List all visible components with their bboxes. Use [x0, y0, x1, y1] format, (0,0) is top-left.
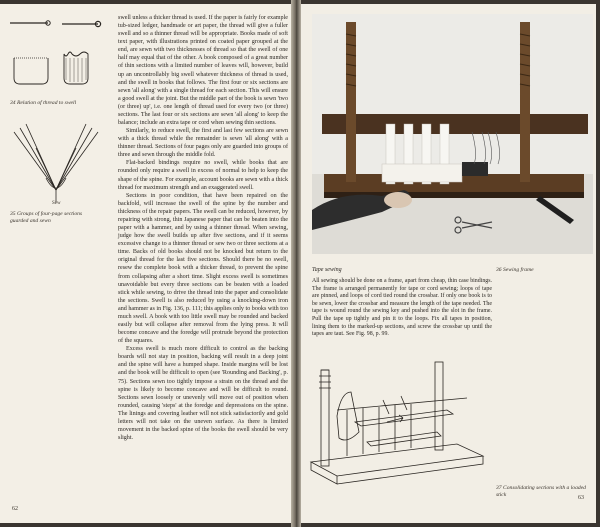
fig35-guarded-sections-diagram — [6, 118, 106, 208]
paragraph: swell unless a thicker thread is used. If the paper is fairly for example tub-sized ledger, handmade or art paper, the thread will give a fuller swell and so a thinner thread will be appropriate. Books made of soft text paper, with illustrations printed on coated paper grouped at the end, are sewn with two thicknesses of thread so that the swell of one half may equal that of the other. A book composed of a great number of thin sections with a limited number of leaves will, however, build up an uncontrollably big swell whatever thickness of thread is used, and the swell in books that follows. The first four or six sections are sewn 'all along' with a single thread for each section. This will ensure a good swell at the joint. But the middle part of the book is sewn 'two (or three) up', i.e. one length of thread used for every two (or three) sections. The last four or six sections are sewn 'all along' to keep the balance; include an extra tape or cord when sewing thin sections. — [118, 15, 288, 127]
section-title-tape-sewing: Tape sewing — [312, 267, 342, 273]
fig35-sew-label: Sew — [52, 201, 61, 206]
right-body-text: All sewing should be done on a frame, apart from cheap, thin case bindings. The frame is arranged permanently for tape or cord sewing; loops of tape are pinned, and loops of cord tied round the crossbar. If only one book is to be sewn, lower the crossbar and measure the length of the tape needed. The tape is wound round the sewing key and pushed into the slot in the frame. Pull the tape up tightly and pin it to the loops. Fix all tapes in position, lining them to the marked-up sections, and screw the crossbar up until the tapes are taut. See Fig. 98, p. 99. — [312, 278, 492, 338]
sewing-frame-photo — [312, 14, 593, 254]
fig36-caption: 36 Sewing frame — [496, 267, 534, 273]
paragraph: Similarly, to reduce swell, the first and last few sections are sewn with a thick thread while the remainder is sewn 'all along' with a thinner thread. Sections of four pages only are guarded into groups of three and sewn through the middle fold. — [118, 128, 288, 159]
paragraph: Flat-backed bindings require no swell, while books that are rounded only require a swell in excess of normal to help to keep the shape of the spine. For example, account books are sewn with a thick thread for maximum strength and an exaggerated swell. — [118, 160, 288, 191]
left-body-text — [118, 14, 288, 442]
right-page-number: 63 — [578, 495, 584, 501]
fig34-caption: 34 Relation of thread to swell — [10, 100, 77, 106]
fig37-loaded-stick-illustration — [307, 352, 487, 494]
paragraph: Sections in poor condition, that have been repaired on the backfold, will increase the swell of the spine by the number and thickness of the repair papers. The swell can be reduced, however, by repairing with strong, thin Japanese paper that can be beaten into the paper with a hammer, and by using a thinner thread. When sewing, judge how the swell builds up after five sections, and if it seems excessive change to a thinner thread or sew two or three sections at a time. Backs of old books should not be knocked but return to the original thread for the last five sections. Should there be no swell, resew the complete book with a thicker thread, to prevent the spine from collapsing after a short time. Slight excess swell is sometimes unavoidable but every three sections can be beaten with a loaded stick while sewing, to drive the thread into the paper and consolidate the sections. Swell is also reduced by using a knocking-down iron and hammer as in Fig. 136, p. 111; this applies only to books with too much swell. A book with too little swell may be rounded and backed easily but will collapse after removal from the lying press. It will become concave and the foredge will protrude beyond the protection of the squares. — [118, 192, 288, 345]
fig37-caption: 37 Consolidating sections with a loaded stick — [496, 485, 586, 498]
left-page-number: 62 — [12, 506, 18, 512]
fig34-thread-swell-diagram — [6, 14, 106, 104]
paragraph: Excess swell is much more difficult to control as the backing boards will not stay in position, backing will result in a deep joint and the spine will have a humped shape. Inside margins will be lost and the book will be difficult to open (see 'Rounding and Backing', p. 75). Sections sewn too tightly impose a strain on the thread and the spine is likely to become concave and will be difficult to round. Sections sewn loosely or unevenly will move out of position when rounded, causing 'steps' at the foredge and depressions on the spine. The linings and covering leather will not stick satisfactorily and gold letters will not take on the uneven surface. As there is limited movement in the backed spine of the books the swell should be very slight. — [118, 346, 288, 442]
book-gutter — [291, 0, 301, 527]
fig35-caption: 35 Groups of four-page sections guarded and sewn — [10, 211, 83, 224]
